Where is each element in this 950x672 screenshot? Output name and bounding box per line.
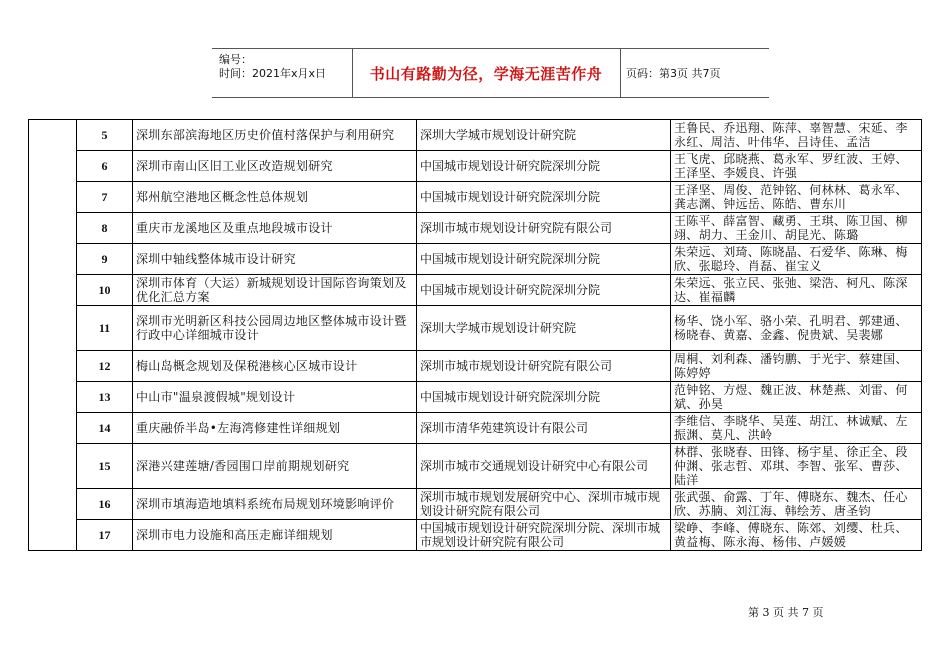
member-list: 王泽坚、周俊、范钟铭、何林林、葛永军、龚志渊、钟远岳、陈皓、曹东川 [671,182,922,213]
institute-name: 深圳市清华苑建筑设计有限公司 [417,413,671,444]
institute-name: 深圳市城市交通规划设计研究中心有限公司 [417,444,671,489]
member-list: 王鲁民、乔迅翔、陈萍、辜智慧、宋延、李永红、周洁、叶伟华、吕诗佳、孟洁 [671,120,922,151]
member-list: 杨华、饶小军、骆小荣、孔明君、郭建通、杨晓春、黄嘉、金鑫、倪贵斌、吴裴娜 [671,306,922,351]
member-list: 梁峥、李峰、傅晓东、陈郊、刘缨、杜兵、黄益梅、陈永海、杨伟、卢媛媛 [671,520,922,551]
project-name: 深圳市填海造地填料系统布局规划环境影响评价 [133,489,417,520]
row-number: 17 [77,520,133,551]
project-name: 深圳市电力设施和高压走廊详细规划 [133,520,417,551]
row-number: 6 [77,151,133,182]
header-meta [212,49,352,97]
page-header [212,48,769,98]
institute-name: 深圳市城市规划设计研究院有限公司 [417,213,671,244]
header-motto: 书山有路勤为径，学海无涯苦作舟 [369,64,603,83]
table-row [29,306,922,351]
project-name: 中山市"温泉渡假城"规划设计 [133,382,417,413]
institute-name: 深圳大学城市规划设计研究院 [417,306,671,351]
member-list: 范钟铭、方煜、魏正波、林楚燕、刘雷、何斌、孙昊 [671,382,922,413]
institute-name: 中国城市规划设计研究院深圳分院 [417,182,671,213]
institute-name: 深圳市城市规划设计研究院有限公司 [417,351,671,382]
member-list: 林群、张晓春、田锋、杨宇星、徐正全、段仲渊、张志哲、邓琪、李智、张军、曹莎、陆洋 [671,444,922,489]
project-name: 重庆市龙溪地区及重点地段城市设计 [133,213,417,244]
table-row [29,413,922,444]
row-number: 16 [77,489,133,520]
institute-name: 深圳大学城市规划设计研究院 [417,120,671,151]
row-number: 5 [77,120,133,151]
member-list: 周桐、刘利森、潘钧鹏、于光宇、蔡建国、陈婷婷 [671,351,922,382]
table-row [29,444,922,489]
project-name: 深圳市光明新区科技公园周边地区整体城市设计暨行政中心详细城市设计 [133,306,417,351]
table-row [29,120,922,151]
row-number: 11 [77,306,133,351]
category-cell [29,120,77,551]
table-row [29,275,922,306]
table-row [29,382,922,413]
table-row [29,351,922,382]
row-number: 14 [77,413,133,444]
row-number: 15 [77,444,133,489]
row-number: 12 [77,351,133,382]
project-name: 深圳市南山区旧工业区改造规划研究 [133,151,417,182]
institute-name: 中国城市规划设计研究院深圳分院 [417,151,671,182]
row-number: 7 [77,182,133,213]
row-number: 8 [77,213,133,244]
row-number: 9 [77,244,133,275]
member-list: 朱荣远、刘琦、陈晓晶、石爱华、陈琳、梅欣、张聪玲、肖磊、崔宝义 [671,244,922,275]
project-name: 梅山岛概念规划及保税港核心区城市设计 [133,351,417,382]
project-name: 深圳中轴线整体城市设计研究 [133,244,417,275]
member-list: 王陈平、薛富智、藏勇、王琪、陈卫国、柳翊、胡力、王金川、胡昆光、陈璐 [671,213,922,244]
member-list: 朱荣远、张立民、张弛、梁浩、柯凡、陈深达、崔福麟 [671,275,922,306]
institute-name: 中国城市规划设计研究院深圳分院 [417,382,671,413]
member-list: 李维信、李晓华、吴莲、胡江、林诚赋、左振渊、莫凡、洪岭 [671,413,922,444]
table-row [29,489,922,520]
project-name: 重庆融侨半岛•左海湾修建性详细规划 [133,413,417,444]
institute-name: 深圳市城市规划发展研究中心、深圳市城市规划设计研究院有限公司 [417,489,671,520]
page-footer: 第 3 页 共 7 页 [748,606,824,619]
project-name: 深圳东部滨海地区历史价值村落保护与利用研究 [133,120,417,151]
table-row [29,213,922,244]
table-row [29,244,922,275]
projects-table [28,119,922,551]
institute-name: 中国城市规划设计研究院深圳分院 [417,275,671,306]
project-name: 深圳市体育（大运）新城规划设计国际咨询策划及优化汇总方案 [133,275,417,306]
table-row [29,520,922,551]
table-row [29,151,922,182]
date-label: 时间：2021年x月x日 [219,67,327,80]
member-list: 张武强、俞露、丁年、傅晓东、魏杰、任心欣、苏腩、刘江海、韩绘芳、唐圣钧 [671,489,922,520]
doc-number-label: 编号： [219,53,252,66]
member-list: 王飞虎、邱晓燕、葛永军、罗红波、王婷、王泽坚、李媛良、许强 [671,151,922,182]
project-name: 郑州航空港地区概念性总体规划 [133,182,417,213]
row-number: 13 [77,382,133,413]
institute-name: 中国城市规划设计研究院深圳分院 [417,244,671,275]
project-name: 深港兴建莲塘/香园围口岸前期规划研究 [133,444,417,489]
header-page-number: 页码：第3页 共7页 [626,67,721,80]
row-number: 10 [77,275,133,306]
table-row [29,182,922,213]
institute-name: 中国城市规划设计研究院深圳分院、深圳市城市规划设计研究院有限公司 [417,520,671,551]
